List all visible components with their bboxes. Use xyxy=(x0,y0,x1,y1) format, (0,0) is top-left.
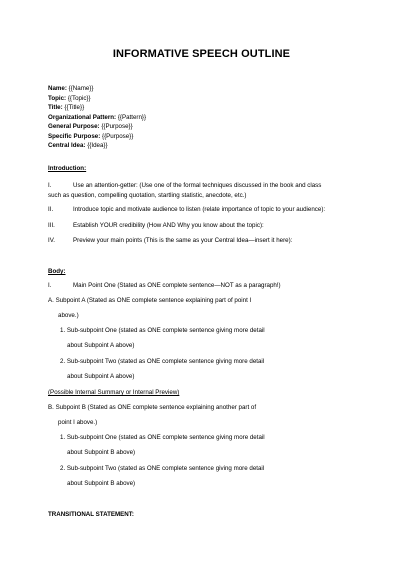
field-value: {{Pattern}} xyxy=(117,113,147,121)
field-title xyxy=(48,104,84,112)
intro-item-text: Establish YOUR credibility (How AND Why you know about the topic): xyxy=(73,222,264,229)
field-value: {{Title}} xyxy=(64,104,85,111)
sub-subpoint-cont: about Subpoint B above) xyxy=(67,449,136,456)
field-value: {{Purpose}} xyxy=(102,132,134,140)
subpoint-a-cont: above.) xyxy=(58,312,79,319)
field-label: Central Idea: xyxy=(48,142,86,149)
field-label: Organizational Pattern: xyxy=(48,113,117,121)
field-value: {{Topic}} xyxy=(67,94,91,102)
body-heading: Body: xyxy=(48,268,66,275)
sub-subpoint-cont: about Subpoint A above) xyxy=(67,342,135,349)
sub-subpoint-cont: about Subpoint A above) xyxy=(67,373,135,380)
field-topic xyxy=(48,95,91,103)
intro-item-num: II. xyxy=(48,206,54,213)
sub-subpoint: 1. Sub-subpoint One (stated as ONE complete sentence giving more detail xyxy=(60,434,265,441)
field-value: {{Purpose}} xyxy=(101,123,133,130)
field-pattern xyxy=(48,114,146,122)
field-label: Specific Purpose: xyxy=(48,132,101,140)
field-label: Name: xyxy=(48,85,67,92)
intro-item-num: III. xyxy=(48,222,55,229)
field-value: {{Name}} xyxy=(68,85,94,92)
field-general-purpose xyxy=(48,123,133,131)
intro-item-text-cont: such as question, compelling quotation, startling statistic, anecdote, etc.) xyxy=(48,192,247,199)
main-point-text: Main Point One (Stated as ONE complete sentence—NOT as a paragraph!) xyxy=(73,282,281,289)
field-name xyxy=(48,85,93,93)
field-label: Topic: xyxy=(48,94,67,102)
field-label: Title: xyxy=(48,104,63,111)
subpoint-b-cont: point I above.) xyxy=(58,419,98,426)
intro-item-num: I. xyxy=(48,182,52,189)
subpoint-a: A. Subpoint A (Stated as ONE complete sentence explaining part of point I xyxy=(48,297,252,304)
sub-subpoint: 1. Sub-subpoint One (stated as ONE complete sentence giving more detail xyxy=(60,327,265,334)
main-point-num: I. xyxy=(48,282,52,289)
field-specific-purpose xyxy=(48,133,133,141)
subpoint-b: B. Subpoint B (Stated as ONE complete sentence explaining another part of xyxy=(48,404,257,411)
field-central-idea xyxy=(48,142,108,150)
sub-subpoint: 2. Sub-subpoint Two (stated as ONE complete sentence giving more detail xyxy=(60,465,265,472)
internal-summary: (Possible Internal Summary or Internal Preview) xyxy=(48,389,180,396)
intro-item-text: Introduce topic and motivate audience to listen (relate importance of topic to your audience): xyxy=(73,206,326,213)
transitional-statement: TRANSITIONAL STATEMENT: xyxy=(48,511,134,518)
sub-subpoint: 2. Sub-subpoint Two (stated as ONE complete sentence giving more detail xyxy=(60,358,265,365)
intro-item-num: IV. xyxy=(48,237,55,244)
intro-item-text: Use an attention-getter: (Use one of the formal techniques discussed in the book and class xyxy=(73,182,322,189)
field-label: General Purpose: xyxy=(48,123,100,130)
document-title: INFORMATIVE SPEECH OUTLINE xyxy=(112,48,291,60)
intro-item-text: Preview your main points (This is the same as your Central Idea—insert it here): xyxy=(73,237,293,244)
field-value: {{Idea}} xyxy=(87,142,108,149)
introduction-heading: Introduction: xyxy=(48,165,87,172)
sub-subpoint-cont: about Subpoint B above) xyxy=(67,480,136,487)
